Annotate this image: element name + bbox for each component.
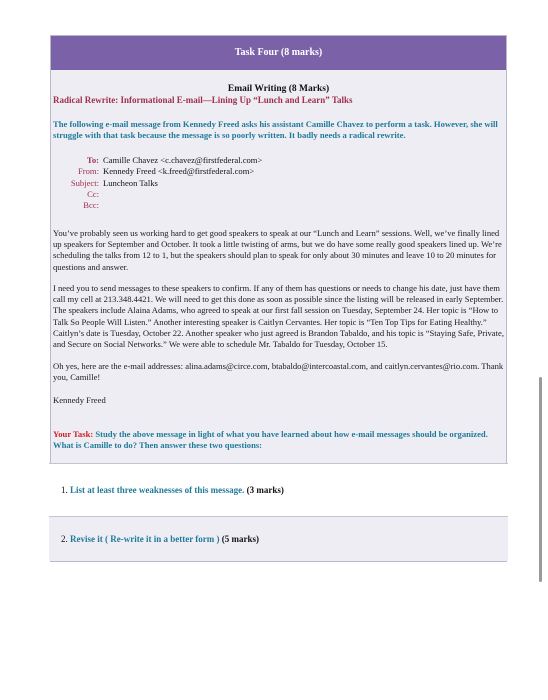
section-title: Email Writing (8 Marks)	[227, 84, 330, 94]
email-paragraph-2: I need you to send messages to these speakers to confirm. If any of them has questions or needs to change his date, just have them call my cell at 213.348.4421. We will need to get this done as soon as possible since the listing will be released in early September. The speakers include Alaina Adams, who agreed to speak at our first fall session on Tuesday, September 24. Her topic is “How to Talk So People Will Listen.” Another interesting speaker is Caitlyn Cervantes. Her topic is “Ten Top Tips for Eating Healthy.” Caitlyn’s date is Tuesday, October 22. Another speaker who just agreed is Brandon Tabaldo, and his topic is “Staying Safe, Private, and Secure on Social Networks.” We were able to schedule Mr. Tabaldo for Tuesday, October 15.	[53, 282, 504, 350]
section-subtitle: Radical Rewrite: Informational E-mail—Lining Up “Lunch and Learn” Talks	[53, 95, 353, 106]
question-2-marks: (5 marks)	[221, 534, 260, 545]
question-1	[49, 464, 508, 516]
cc-label: Cc:	[87, 189, 99, 200]
email-signature: Kennedy Freed	[53, 395, 106, 406]
task-label: Your Task:	[53, 428, 94, 439]
email-headers	[53, 155, 504, 211]
to-row	[53, 155, 504, 166]
cc-row	[53, 189, 504, 200]
question-2-text: Revise it ( Re-write it in a better form )	[70, 534, 220, 545]
email-paragraph-1: You’ve probably seen us working hard to get good speakers to speak at our “Lunch and Learn” sessions. Well, we’ve finally lined up speakers for September and October. It took a little twisting of arms, but we do have some really good speakers lined up. We’re scheduling the talks from 12 to 1, but the speakers should plan to speak for only about 30 minutes and leave 10 to 20 minutes for questions and answer.	[53, 227, 502, 272]
intro-paragraph: The following e-mail message from Kennedy Freed asks his assistant Camille Chavez to perform a task. However, she will struggle with that task because the message is so poorly written. It badly needs a radical rewrite.	[53, 118, 498, 140]
from-row	[53, 166, 504, 177]
task-instructions	[53, 429, 504, 452]
to-label: To:	[86, 155, 99, 166]
to-value: Camille Chavez <c.chavez@firstfederal.com>	[103, 155, 263, 166]
from-value: Kennedy Freed <k.freed@firstfederal.com>	[103, 166, 255, 177]
task-title: Task Four (8 marks)	[234, 47, 323, 58]
subject-value: Luncheon Talks	[103, 177, 158, 188]
question-1-number: 1.	[61, 485, 68, 496]
question-2-number: 2.	[61, 534, 68, 545]
subject-row	[53, 178, 504, 189]
question-1-marks: (3 marks)	[246, 485, 284, 496]
subject-label: Subject:	[70, 177, 99, 188]
bcc-row	[53, 200, 504, 211]
bcc-label: Bcc:	[83, 200, 99, 211]
email-paragraph-3: Oh yes, here are the e-mail addresses: alina.adams@circe.com, btabaldo@intercoastal.com, and caitlyn.cervantes@rio.com. Thank you, Camille!	[53, 360, 504, 382]
task-text: Study the above message in light of what you have learned about how e-mail messages should be organized. What is Camille to do? Then answer these two questions:	[53, 428, 488, 450]
from-label: From:	[77, 166, 99, 177]
task-body	[51, 70, 506, 451]
task-header	[51, 36, 506, 70]
vertical-scrollbar[interactable]	[539, 377, 542, 582]
task-document	[50, 35, 507, 562]
question-1-text: List at least three weaknesses of this message.	[70, 485, 245, 496]
question-2	[49, 516, 508, 561]
questions-box	[49, 463, 508, 561]
